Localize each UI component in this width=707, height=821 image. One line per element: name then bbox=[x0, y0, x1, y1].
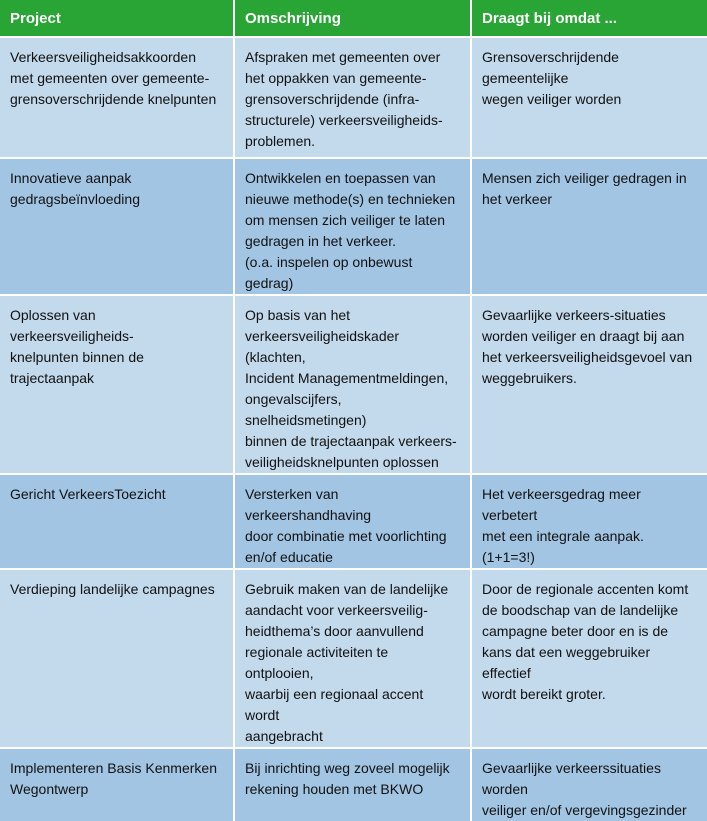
header-draagt-bij: Draagt bij omdat ... bbox=[471, 0, 707, 37]
cell-omschrijving: Gebruik maken van de landelijke aandacht voor verkeersveilig- heidthema’s door aanvullend regionale activiteiten te ontplooien, waarbij een regionaal accent wordt aangebracht bbox=[234, 569, 471, 748]
cell-omschrijving: Bij inrichting weg zoveel mogelijk rekening houden met BKWO bbox=[234, 748, 471, 821]
cell-project: Oplossen van verkeersveiligheids- knelpunten binnen de trajectaanpak bbox=[0, 295, 234, 474]
table-row bbox=[0, 569, 707, 748]
header-project: Project bbox=[0, 0, 234, 37]
cell-project: Verkeersveiligheidsakkoorden met gemeenten over gemeente- grensoverschrijdende knelpunten bbox=[0, 37, 234, 158]
cell-omschrijving: Op basis van het verkeersveiligheidskader (klachten, Incident Managementmeldingen, ongevalscijfers, snelheidsmetingen) binnen de trajectaanpak verkeers- veiligheidsknelpunten oplossen bbox=[234, 295, 471, 474]
table-row bbox=[0, 474, 707, 569]
cell-draagt-bij: Grensoverschrijdende gemeentelijke wegen veiliger worden bbox=[471, 37, 707, 158]
cell-omschrijving: Ontwikkelen en toepassen van nieuwe methode(s) en technieken om mensen zich veiliger te laten gedragen in het verkeer. (o.a. inspelen op onbewust gedrag) bbox=[234, 158, 471, 295]
cell-project: Verdieping landelijke campagnes bbox=[0, 569, 234, 748]
cell-draagt-bij: Gevaarlijke verkeers-situaties worden veiliger en draagt bij aan het verkeersveiligheidsgevoel van weggebruikers. bbox=[471, 295, 707, 474]
cell-omschrijving: Versterken van verkeershandhaving door combinatie met voorlichting en/of educatie bbox=[234, 474, 471, 569]
table-row bbox=[0, 748, 707, 821]
cell-project: Gericht VerkeersToezicht bbox=[0, 474, 234, 569]
cell-omschrijving: Afspraken met gemeenten over het oppakken van gemeente- grensoverschrijdende (infra- structurele) verkeersveiligheids- problemen. bbox=[234, 37, 471, 158]
header-omschrijving: Omschrijving bbox=[234, 0, 471, 37]
table-header-row bbox=[0, 0, 707, 37]
cell-draagt-bij: Gevaarlijke verkeerssituaties worden veiliger en/of vergevingsgezinder bbox=[471, 748, 707, 821]
cell-draagt-bij: Het verkeersgedrag meer verbetert met een integrale aanpak. (1+1=3!) bbox=[471, 474, 707, 569]
table-row bbox=[0, 37, 707, 158]
table-row bbox=[0, 295, 707, 474]
cell-draagt-bij: Mensen zich veiliger gedragen in het verkeer bbox=[471, 158, 707, 295]
cell-project: Innovatieve aanpak gedragsbeïnvloeding bbox=[0, 158, 234, 295]
cell-draagt-bij: Door de regionale accenten komt de boodschap van de landelijke campagne beter door en is de kans dat een weggebruiker effectief wordt bereikt groter. bbox=[471, 569, 707, 748]
cell-project: Implementeren Basis Kenmerken Wegontwerp bbox=[0, 748, 234, 821]
table-row bbox=[0, 158, 707, 295]
